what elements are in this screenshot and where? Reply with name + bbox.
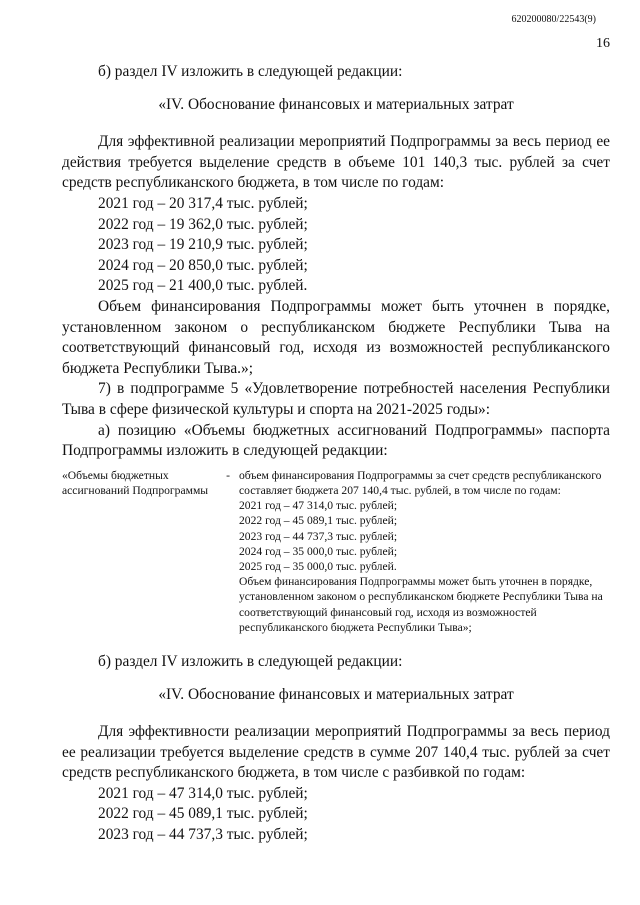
block2-paragraph: Для эффективности реализации мероприятий Подпрограммы за весь период ее реализации требуется выделение средств в сумме 207 140,4 тыс. рублей за счет средств республиканского бюджета, в том числе с разбивкой по годам: [62,723,610,782]
passport-year-list [239,498,610,574]
passport-text: объем финансирования Подпрограммы за счет средств республиканского составляет бюджета 207 140,4 тыс. рублей, в том числе по годам: [239,468,602,497]
year-item: 2023 год – 44 737,3 тыс. рублей; [98,826,308,844]
year-item: 2021 год – 47 314,0 тыс. рублей; [239,499,398,513]
passport-dash: - [226,468,230,482]
page-number: 16 [596,36,610,51]
year-item: 2024 год – 35 000,0 тыс. рублей; [239,544,398,558]
block1-paragraph: Для эффективной реализации мероприятий Подпрограммы за весь период ее действия требуется выделение средств в объеме 101 140,3 тыс. рублей за счет средств республиканского бюджета, в том числе по годам: [62,133,610,192]
item7-text: 7) в подпрограмме 5 «Удовлетворение потребностей населения Республики Тыва в сфере физической культуры и спорта на 2021-2025 годы»: [62,380,610,418]
passport-label: «Объемы бюджетных ассигнований Подпрограммы [62,468,209,497]
block2-year-list [62,784,610,846]
year-item: 2023 год – 19 210,9 тыс. рублей; [98,236,308,254]
year-item: 2022 год – 45 089,1 тыс. рублей; [239,514,398,528]
passport-closing: Объем финансирования Подпрограммы может быть уточнен в порядке, установленном законом о республиканском бюджете Республики Тыва на соответствующий финансовый год, исходя из возможностей республиканского бюджета Республики Тыва»; [239,575,603,634]
year-item: 2025 год – 35 000,0 тыс. рублей. [239,559,397,573]
year-item: 2022 год – 19 362,0 тыс. рублей; [98,215,308,233]
block1-intro: б) раздел IV изложить в следующей редакции: [98,63,403,80]
passport-value [239,468,610,635]
block1-heading: «IV. Обоснование финансовых и материальных затрат [158,95,514,113]
passport-row [62,468,610,635]
block2-intro: б) раздел IV изложить в следующей редакции: [98,652,403,670]
document-id: 620200080/22543(9) [511,14,596,25]
passport-table [62,468,610,635]
year-item: 2021 год – 47 314,0 тыс. рублей; [98,784,308,802]
block1-closing: Объем финансирования Подпрограммы может быть уточнен в порядке, установленном законом о республиканском бюджете Республики Тыва на соответствующий финансовый год, исходя из возможностей республиканского бюджета Республики Тыва.»; [62,297,610,377]
year-item: 2023 год – 44 737,3 тыс. рублей; [239,529,398,543]
year-item: 2024 год – 20 850,0 тыс. рублей; [98,256,308,274]
year-item: 2025 год – 21 400,0 тыс. рублей. [98,277,308,295]
block1-year-list [62,194,610,297]
block2-heading: «IV. Обоснование финансовых и материальных затрат [158,685,514,703]
year-item: 2021 год – 20 317,4 тыс. рублей; [98,194,308,212]
document-body [62,62,610,846]
item7-sub-a: а) позицию «Объемы бюджетных ассигнований Подпрограммы» паспорта Подпрограммы изложить в следующей редакции: [62,421,610,460]
year-item: 2022 год – 45 089,1 тыс. рублей; [98,805,308,823]
